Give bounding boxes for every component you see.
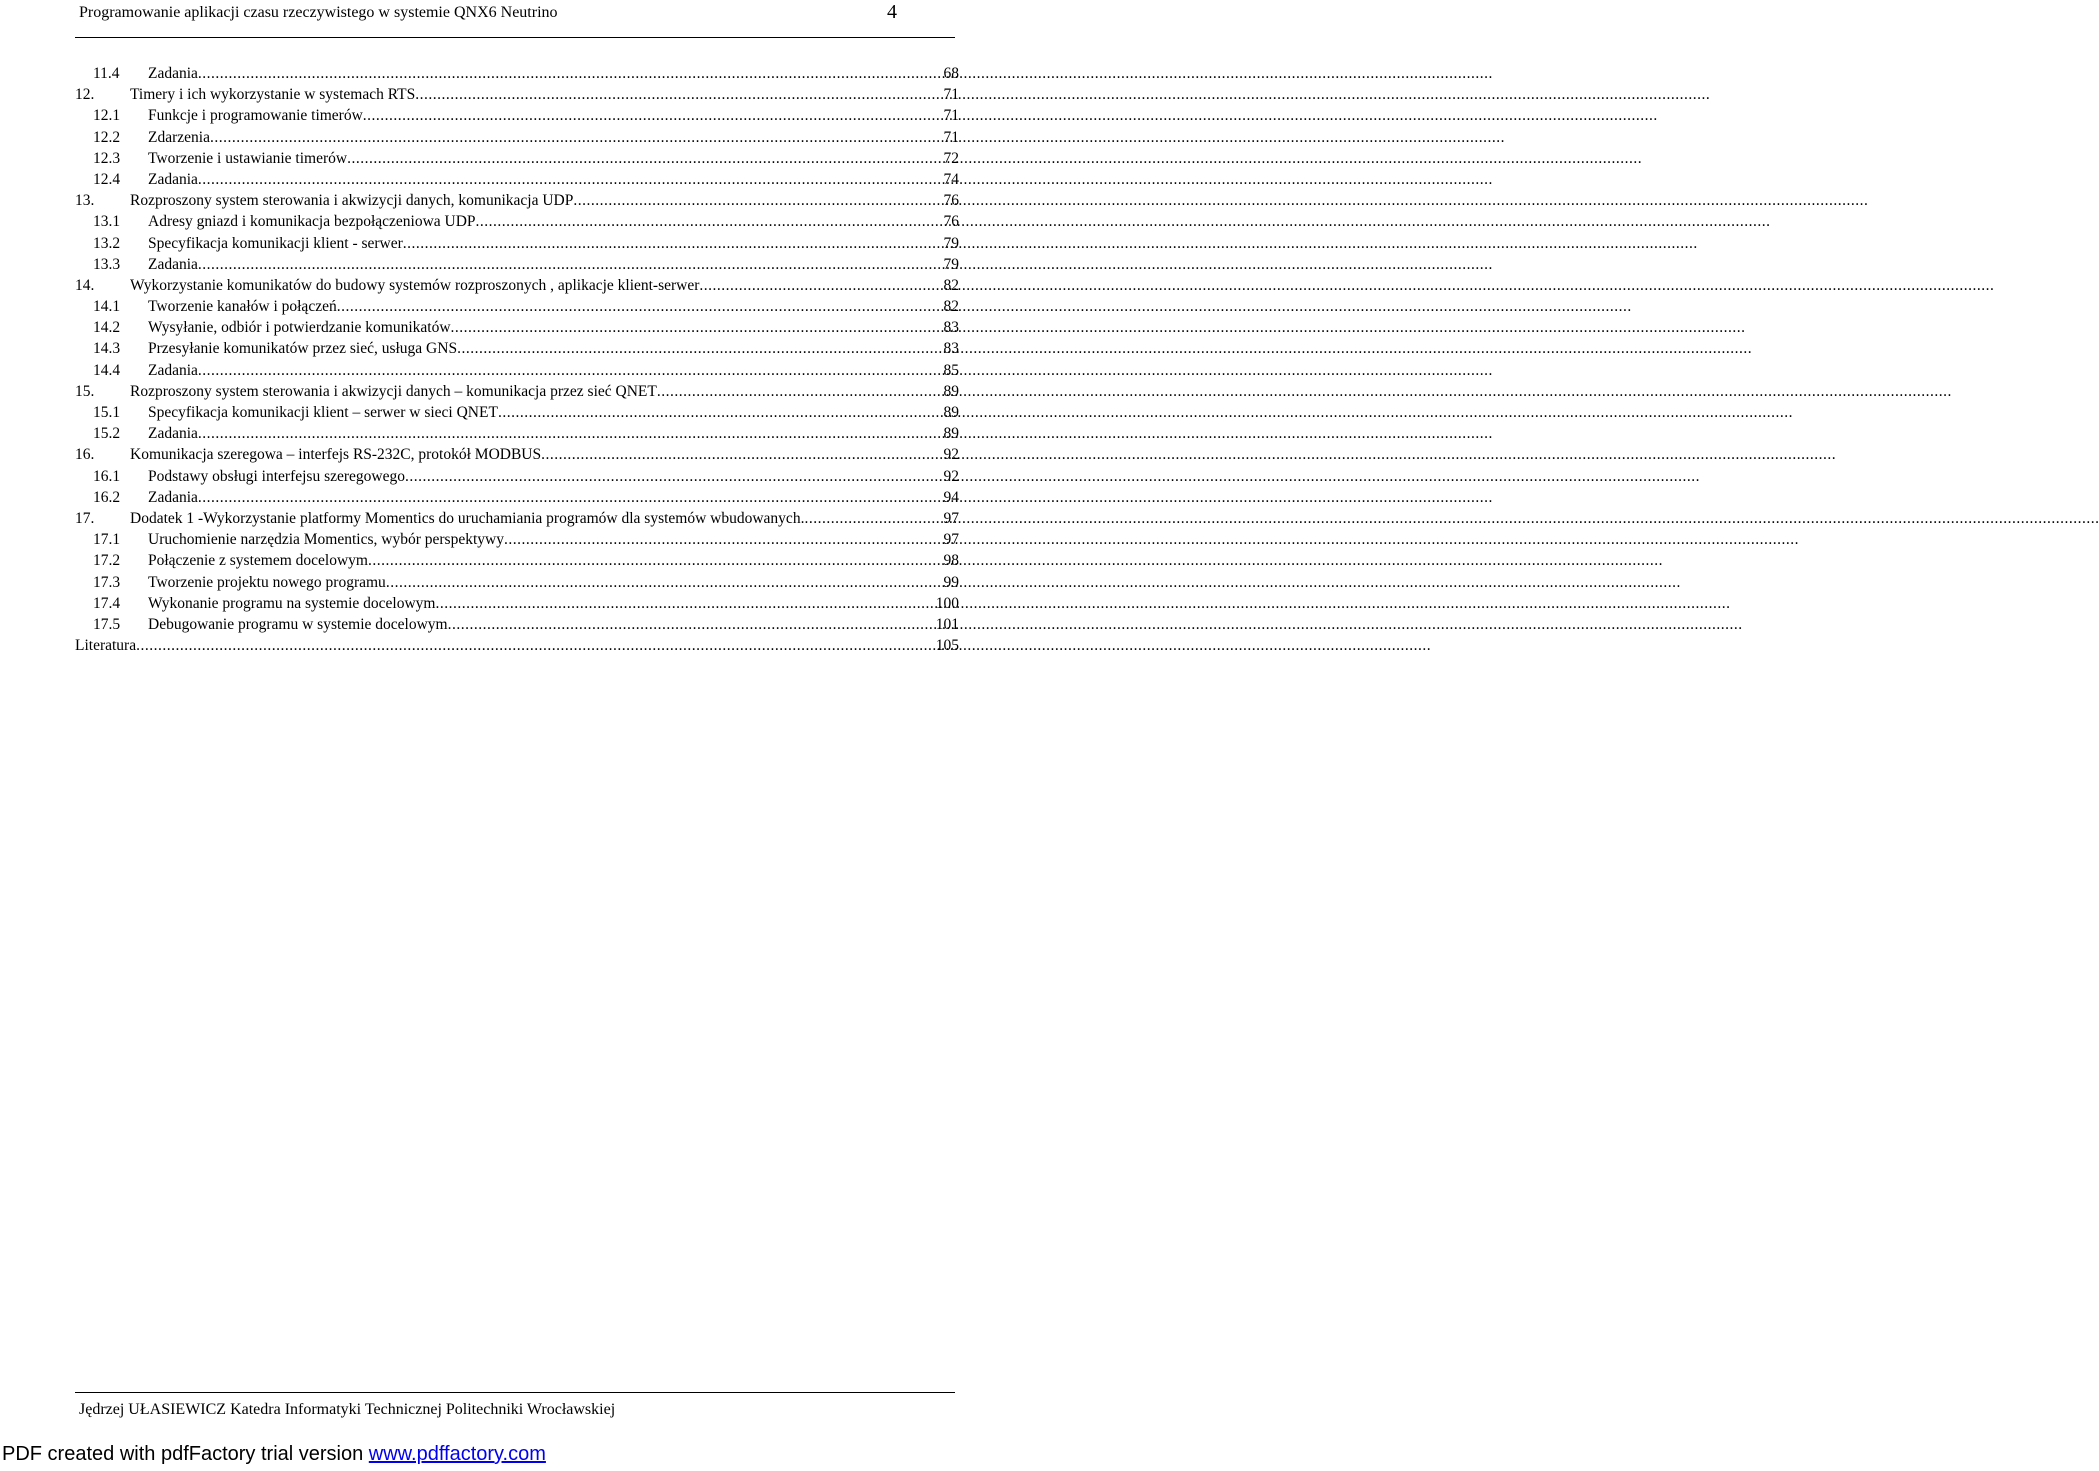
toc-entry[interactable] bbox=[75, 508, 959, 529]
toc-entry-title: Wykonanie programu na systemie docelowym bbox=[148, 594, 436, 612]
toc-dot-leader bbox=[210, 127, 940, 148]
toc-entry-title: Debugowanie programu w systemie docelowym bbox=[148, 615, 448, 633]
toc-entry-title: Literatura bbox=[75, 637, 137, 655]
toc-entry-number: 13.2 bbox=[93, 234, 121, 252]
toc-entry-page: 100 bbox=[935, 594, 959, 612]
toc-entry-title: Zadania bbox=[148, 170, 198, 188]
toc-dot-leader bbox=[363, 105, 940, 126]
toc-entry-title: Specyfikacja komunikacji klient – serwer w sieci QNET bbox=[148, 404, 498, 421]
toc-entry-number: 14.1 bbox=[93, 298, 121, 316]
toc-entry[interactable] bbox=[75, 487, 959, 508]
toc-entry[interactable] bbox=[75, 296, 959, 317]
toc-entry-title: Funkcje i programowanie timerów bbox=[148, 107, 363, 125]
toc-dot-leader bbox=[435, 593, 931, 614]
toc-entry-page: 97 bbox=[943, 509, 959, 527]
toc-entry-page: 83 bbox=[943, 319, 959, 337]
toc-entry-page: 74 bbox=[943, 170, 959, 188]
toc-entry-title: Połączenie z systemem docelowym bbox=[148, 552, 368, 570]
toc-dot-leader bbox=[541, 444, 939, 465]
toc-entry-page: 83 bbox=[943, 340, 959, 358]
toc-entry-page: 99 bbox=[943, 573, 959, 591]
page-number: 4 bbox=[887, 1, 897, 23]
toc-dot-leader bbox=[337, 296, 940, 317]
toc-entry[interactable] bbox=[75, 317, 959, 338]
toc-dot-leader bbox=[498, 402, 940, 423]
toc-entry-page: 105 bbox=[935, 637, 959, 655]
toc-dot-leader bbox=[347, 148, 939, 169]
toc-entry-page: 92 bbox=[943, 446, 959, 464]
toc-entry[interactable] bbox=[75, 148, 959, 169]
toc-dot-leader bbox=[403, 233, 940, 254]
toc-entry-number: 14.2 bbox=[93, 319, 121, 337]
toc-entry-page: 101 bbox=[935, 615, 959, 633]
toc-entry-page: 82 bbox=[943, 276, 959, 294]
toc-entry-number: 13. bbox=[75, 192, 95, 210]
toc-dot-leader bbox=[804, 508, 939, 529]
toc-entry-number: 12.3 bbox=[93, 149, 121, 167]
toc-entry-title: Adresy gniazd i komunikacja bezpołączeniowa UDP bbox=[148, 213, 476, 231]
toc-dot-leader bbox=[198, 360, 940, 381]
toc-entry-page: 79 bbox=[943, 255, 959, 273]
toc-dot-leader bbox=[457, 338, 939, 359]
toc-entry-title: Zadania bbox=[148, 255, 198, 273]
toc-dot-leader bbox=[415, 84, 939, 105]
toc-entry[interactable] bbox=[75, 211, 959, 232]
toc-entry[interactable] bbox=[75, 529, 959, 550]
toc-entry-title: Rozproszony system sterowania i akwizycji danych, komunikacja UDP bbox=[130, 192, 574, 210]
toc-entry[interactable] bbox=[75, 360, 959, 381]
toc-dot-leader bbox=[504, 529, 940, 550]
toc-dot-leader bbox=[657, 381, 940, 402]
footer-author: Jędrzej UŁASIEWICZ Katedra Informatyki Technicznej Politechniki Wrocławskiej bbox=[79, 1401, 616, 1418]
toc-entry[interactable] bbox=[75, 169, 959, 190]
toc-entry-page: 92 bbox=[943, 467, 959, 485]
toc-entry-page: 89 bbox=[943, 382, 959, 400]
toc-entry-title: Zadania bbox=[148, 488, 198, 506]
toc-entry-title: Komunikacja szeregowa – interfejs RS-232C, protokół MODBUS bbox=[130, 446, 542, 464]
toc-entry-title: Przesyłanie komunikatów przez sieć, usługa GNS bbox=[148, 340, 458, 358]
header-title: Programowanie aplikacji czasu rzeczywistego w systemie QNX6 Neutrino bbox=[79, 4, 558, 21]
toc-entry-number: 13.3 bbox=[93, 255, 121, 273]
toc-entry-number: 14.4 bbox=[93, 361, 121, 379]
toc-entry-title: Dodatek 1 -Wykorzystanie platformy Momentics do uruchamiania programów dla systemów wbudowanych. bbox=[130, 509, 805, 527]
toc-entry[interactable] bbox=[75, 275, 959, 296]
toc-dot-leader bbox=[405, 466, 940, 487]
toc-entry-number: 12.1 bbox=[93, 107, 121, 125]
toc-entry[interactable] bbox=[75, 105, 959, 126]
toc-dot-leader bbox=[198, 254, 940, 275]
toc-entry-title: Uruchomienie narzędzia Momentics, wybór perspektywy bbox=[148, 531, 504, 549]
toc-entry-number: 15.1 bbox=[93, 404, 121, 421]
toc-entry[interactable] bbox=[75, 381, 959, 402]
toc-dot-leader bbox=[573, 190, 939, 211]
toc-entry-number: 13.1 bbox=[93, 213, 121, 231]
toc-dot-leader bbox=[368, 550, 940, 571]
toc-entry-number: 17.2 bbox=[93, 552, 121, 570]
toc-entry[interactable] bbox=[75, 84, 959, 105]
toc-entry-title: Zadania bbox=[148, 65, 198, 82]
toc-entry-page: 76 bbox=[943, 192, 959, 210]
toc-entry-page: 89 bbox=[943, 425, 959, 443]
toc-entry-number: 17.4 bbox=[93, 594, 121, 612]
toc-entry-number: 17.5 bbox=[93, 615, 121, 633]
toc-entry[interactable] bbox=[75, 402, 959, 423]
toc-entry[interactable] bbox=[75, 466, 959, 487]
toc-entry-title: Podstawy obsługi interfejsu szeregowego bbox=[148, 467, 405, 485]
toc-dot-leader bbox=[448, 614, 932, 635]
toc-entry[interactable] bbox=[75, 593, 959, 614]
toc-entry-page: 68 bbox=[943, 65, 959, 82]
toc-dot-leader bbox=[476, 211, 940, 232]
toc-entry-title: Zadania bbox=[148, 425, 198, 443]
toc-dot-leader bbox=[198, 169, 940, 190]
toc-entry-page: 76 bbox=[943, 213, 959, 231]
toc-entry-page: 85 bbox=[943, 361, 959, 379]
toc-entry-page: 79 bbox=[943, 234, 959, 252]
page-header bbox=[75, 0, 955, 38]
toc-dot-leader bbox=[451, 317, 940, 338]
toc-entry[interactable] bbox=[75, 190, 959, 211]
toc-entry-page: 72 bbox=[943, 149, 959, 167]
toc-entry-number: 14.3 bbox=[93, 340, 121, 358]
toc-entry[interactable] bbox=[75, 254, 959, 275]
toc-entry-page: 89 bbox=[943, 404, 959, 421]
toc-entry-title: Zdarzenia bbox=[148, 128, 210, 146]
toc-entry-title: Tworzenie projektu nowego programu bbox=[148, 573, 386, 591]
toc-entry-number: 15.2 bbox=[93, 425, 121, 443]
toc-dot-leader bbox=[198, 487, 940, 508]
toc-entry-title: Tworzenie i ustawianie timerów bbox=[148, 149, 348, 167]
toc-entry-page: 82 bbox=[943, 298, 959, 316]
toc-entry-number: 12.2 bbox=[93, 128, 121, 146]
toc-entry[interactable] bbox=[75, 635, 959, 656]
toc-entry-title: Timery i ich wykorzystanie w systemach RTS bbox=[130, 86, 416, 104]
toc-entry[interactable] bbox=[75, 572, 959, 593]
toc-entry-page: 97 bbox=[943, 531, 959, 549]
pdf-banner-text: PDF created with pdfFactory trial version bbox=[2, 1443, 369, 1465]
toc-entry[interactable] bbox=[75, 614, 959, 635]
toc-entry[interactable] bbox=[75, 127, 959, 148]
toc-entry-title: Wysyłanie, odbiór i potwierdzanie komunikatów bbox=[148, 319, 451, 337]
toc-entry-number: 17. bbox=[75, 509, 95, 527]
toc-entry-number: 12.4 bbox=[93, 170, 121, 188]
toc-dot-leader bbox=[198, 63, 940, 84]
footer-divider bbox=[75, 1392, 955, 1393]
toc-entry-number: 17.1 bbox=[93, 531, 121, 549]
toc-entry-number: 16. bbox=[75, 446, 95, 464]
toc-entry-title: Wykorzystanie komunikatów do budowy systemów rozproszonych , aplikacje klient-serwer bbox=[130, 276, 700, 294]
toc-entry-number: 11.4 bbox=[93, 65, 120, 82]
toc-dot-leader bbox=[198, 423, 940, 444]
toc-entry[interactable] bbox=[75, 233, 959, 254]
toc-entry-title: Specyfikacja komunikacji klient - serwer bbox=[148, 234, 403, 252]
toc-entry-number: 17.3 bbox=[93, 573, 121, 591]
toc-entry-page: 94 bbox=[943, 488, 959, 506]
toc-dot-leader bbox=[699, 275, 939, 296]
toc-entry[interactable] bbox=[75, 63, 959, 84]
table-of-contents bbox=[75, 63, 959, 656]
pdf-banner bbox=[2, 1443, 546, 1466]
toc-entry-number: 16.1 bbox=[93, 467, 121, 485]
toc-entry-page: 71 bbox=[943, 128, 959, 146]
toc-entry-title: Tworzenie kanałów i połączeń bbox=[148, 298, 337, 316]
toc-entry-number: 12. bbox=[75, 86, 95, 104]
toc-entry-title: Rozproszony system sterowania i akwizycji danych – komunikacja przez sieć QNET bbox=[130, 382, 657, 400]
toc-entry[interactable] bbox=[75, 338, 959, 359]
toc-dot-leader bbox=[386, 572, 940, 593]
toc-entry-number: 15. bbox=[75, 382, 95, 400]
toc-entry-number: 14. bbox=[75, 276, 95, 294]
toc-entry-page: 71 bbox=[943, 86, 959, 104]
toc-entry[interactable] bbox=[75, 550, 959, 571]
toc-dot-leader bbox=[136, 635, 932, 656]
toc-entry-title: Zadania bbox=[148, 361, 198, 379]
toc-entry[interactable] bbox=[75, 444, 959, 465]
pdf-banner-link[interactable]: www.pdffactory.com bbox=[368, 1443, 546, 1465]
toc-entry-page: 71 bbox=[943, 107, 959, 125]
toc-entry[interactable] bbox=[75, 423, 959, 444]
toc-entry-number: 16.2 bbox=[93, 488, 121, 506]
toc-entry-page: 98 bbox=[943, 552, 959, 570]
